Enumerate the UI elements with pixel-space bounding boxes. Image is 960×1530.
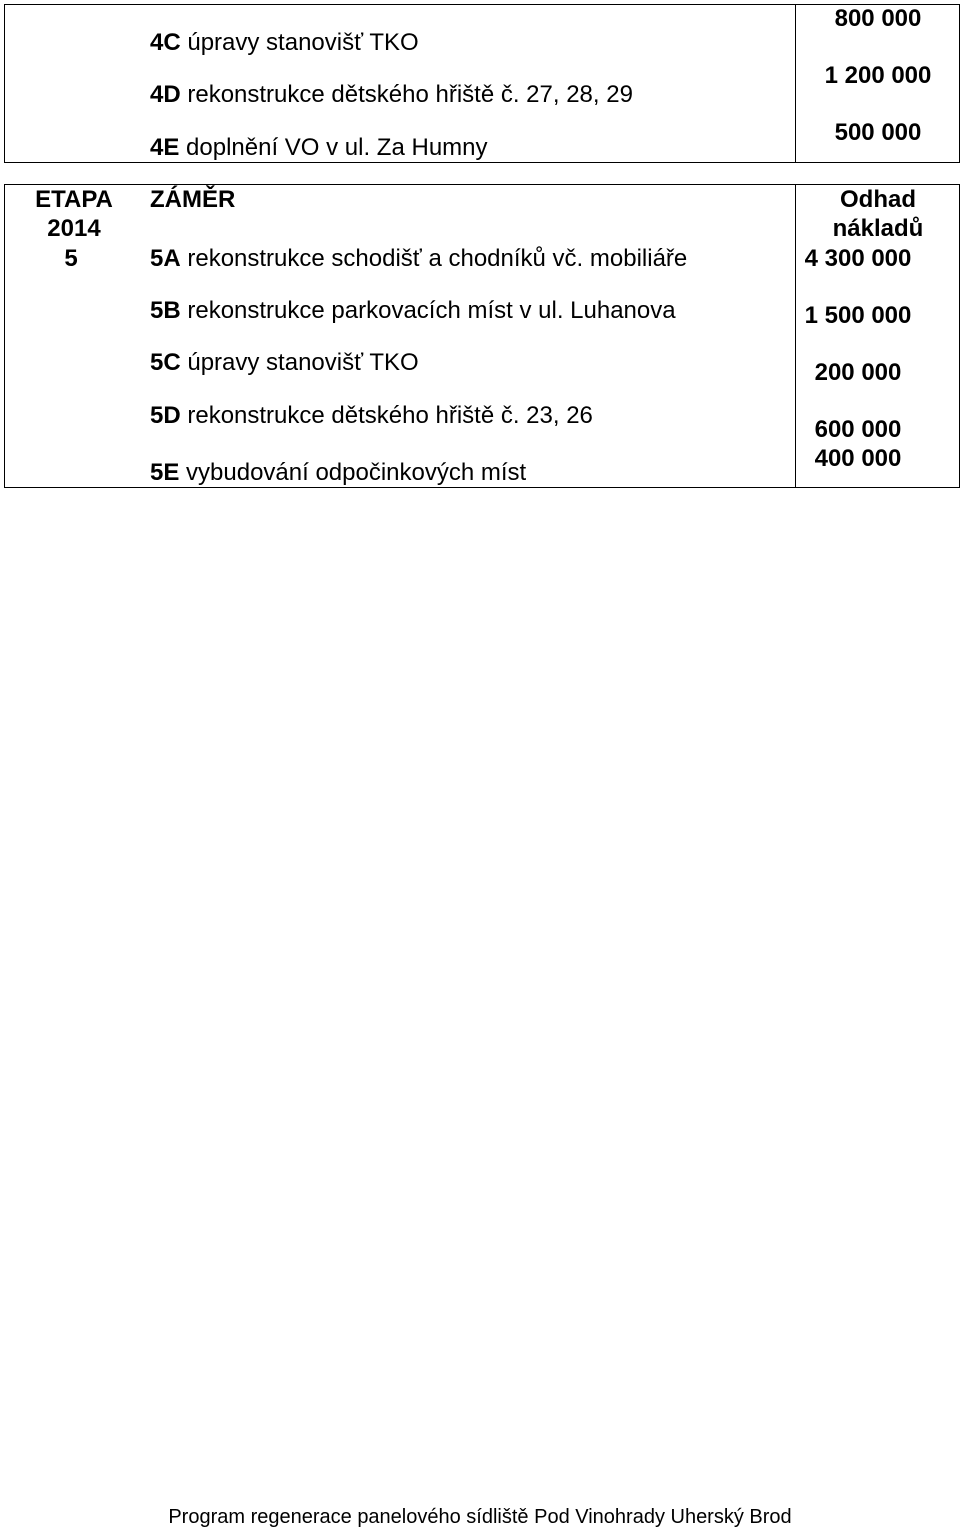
list-item-5b: 5B rekonstrukce parkovacích míst v ul. Luhanova [150, 297, 676, 324]
cost-5c: 200 000 [814, 359, 902, 386]
cost-5d: 600 000 [814, 416, 902, 443]
cost-header-line2: nákladů [832, 215, 924, 242]
cost-header-line1: Odhad [840, 186, 916, 213]
etapa-year: 2014 [47, 215, 101, 242]
list-item-5c: 5C úpravy stanovišť TKO [150, 349, 419, 376]
list-item-5e: 5E vybudování odpočinkových míst [150, 459, 527, 486]
etapa-label: ETAPA [35, 186, 113, 213]
etapa-number: 5 [64, 245, 78, 272]
page-footer: Program regenerace panelového sídliště Pod Vinohrady Uherský Brod [168, 1506, 792, 1528]
cost-5b: 1 500 000 [804, 302, 912, 329]
cost-4d: 1 200 000 [824, 62, 932, 89]
list-item-5a: 5A rekonstrukce schodišť a chodníků vč. mobiliáře [150, 245, 688, 272]
list-item-4c: 4C úpravy stanovišť TKO [150, 29, 419, 56]
list-item-5d: 5D rekonstrukce dětského hřiště č. 23, 26 [150, 402, 593, 429]
list-item-4e: 4E doplnění VO v ul. Za Humny [150, 134, 488, 161]
cost-5e: 400 000 [814, 445, 902, 472]
zamer-header: ZÁMĚR [150, 186, 236, 213]
cost-5a: 4 300 000 [804, 245, 912, 272]
cost-4c: 800 000 [834, 5, 922, 32]
list-item-4d: 4D rekonstrukce dětského hřiště č. 27, 28, 29 [150, 81, 633, 108]
cost-4e: 500 000 [834, 119, 922, 146]
